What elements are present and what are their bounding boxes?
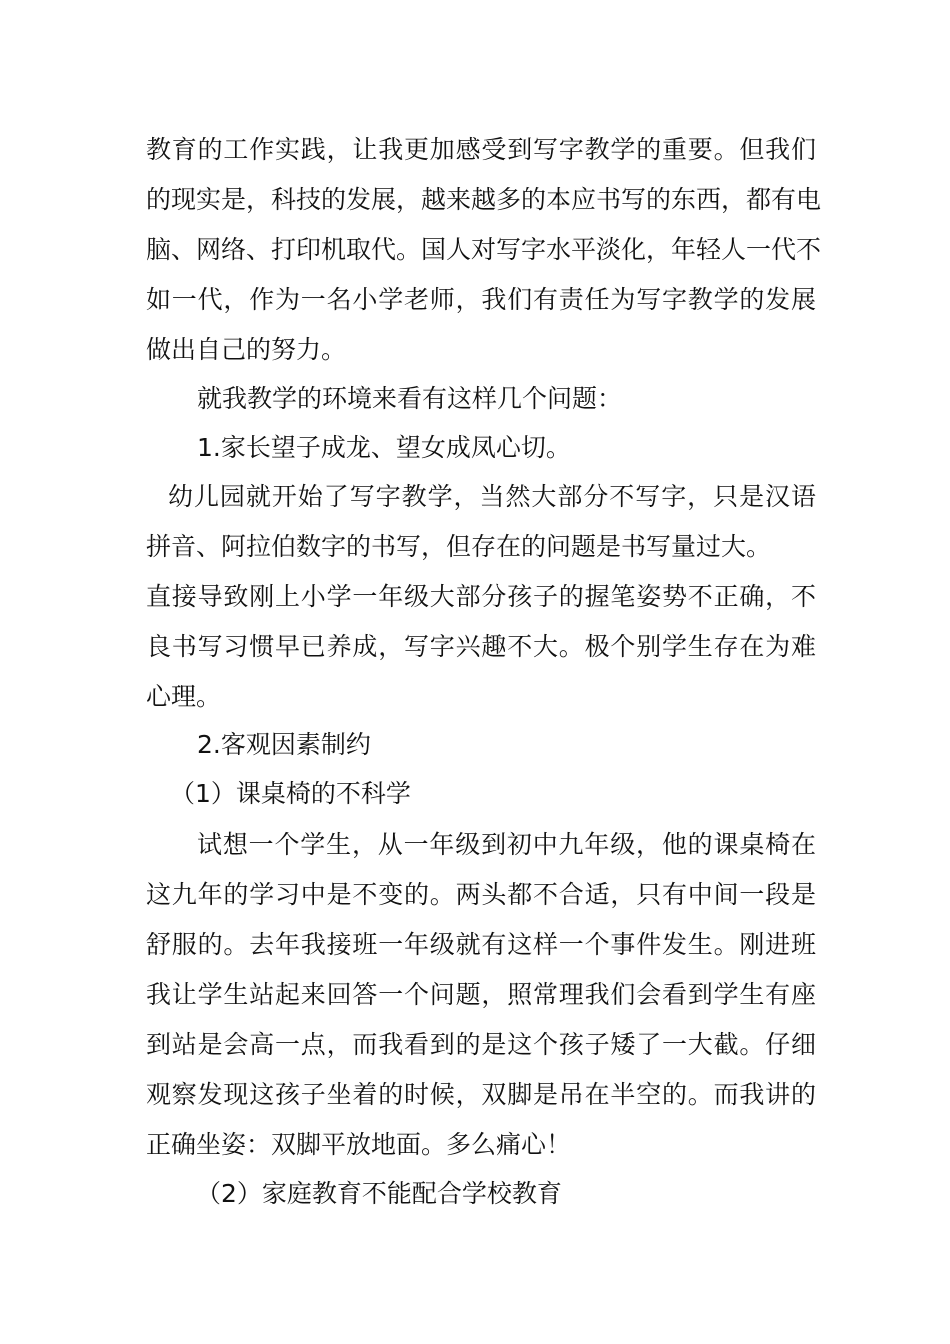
text-line-10: 直接导致刚上小学一年级大部分孩子的握笔姿势不正确，不	[146, 582, 816, 611]
text-line-8: 幼儿园就开始了写字教学，当然大部分不写字，只是汉语	[168, 482, 816, 511]
text-line-18: 我让学生站起来回答一个问题，照常理我们会看到学生有座	[146, 980, 816, 1009]
text-line-21: 正确坐姿：双脚平放地面。多么痛心！	[146, 1130, 572, 1159]
text-line-15: 试想一个学生，从一年级到初中九年级，他的课桌椅在	[197, 830, 816, 859]
text-line-11: 良书写习惯早已养成，写字兴趣不大。极个别学生存在为难	[146, 632, 816, 661]
text-line-14: （1）课桌椅的不科学	[170, 779, 411, 808]
text-line-2: 的现实是，科技的发展，越来越多的本应书写的东西，都有电	[146, 185, 822, 214]
text-line-1: 教育的工作实践，让我更加感受到写字教学的重要。但我们	[146, 135, 816, 164]
text-line-9: 拼音、阿拉伯数字的书写，但存在的问题是书写量过大。	[146, 532, 772, 561]
text-line-3: 脑、网络、打印机取代。国人对写字水平淡化，年轻人一代不	[146, 235, 822, 264]
text-line-6: 就我教学的环境来看有这样几个问题：	[197, 384, 623, 413]
text-line-19: 到站是会高一点，而我看到的是这个孩子矮了一大截。仔细	[146, 1030, 816, 1059]
text-line-13: 2.客观因素制约	[197, 730, 371, 759]
text-line-20: 观察发现这孩子坐着的时候，双脚是吊在半空的。而我讲的	[146, 1080, 816, 1109]
text-line-5: 做出自己的努力。	[146, 335, 347, 364]
text-line-22: （2）家庭教育不能配合学校教育	[196, 1179, 562, 1208]
text-line-12: 心理。	[146, 682, 222, 711]
text-line-16: 这九年的学习中是不变的。两头都不合适，只有中间一段是	[146, 880, 816, 909]
text-line-4: 如一代，作为一名小学老师，我们有责任为写字教学的发展	[146, 285, 816, 314]
text-line-17: 舒服的。去年我接班一年级就有这样一个事件发生。刚进班	[146, 930, 816, 959]
text-line-7: 1.家长望子成龙、望女成凤心切。	[197, 433, 571, 462]
